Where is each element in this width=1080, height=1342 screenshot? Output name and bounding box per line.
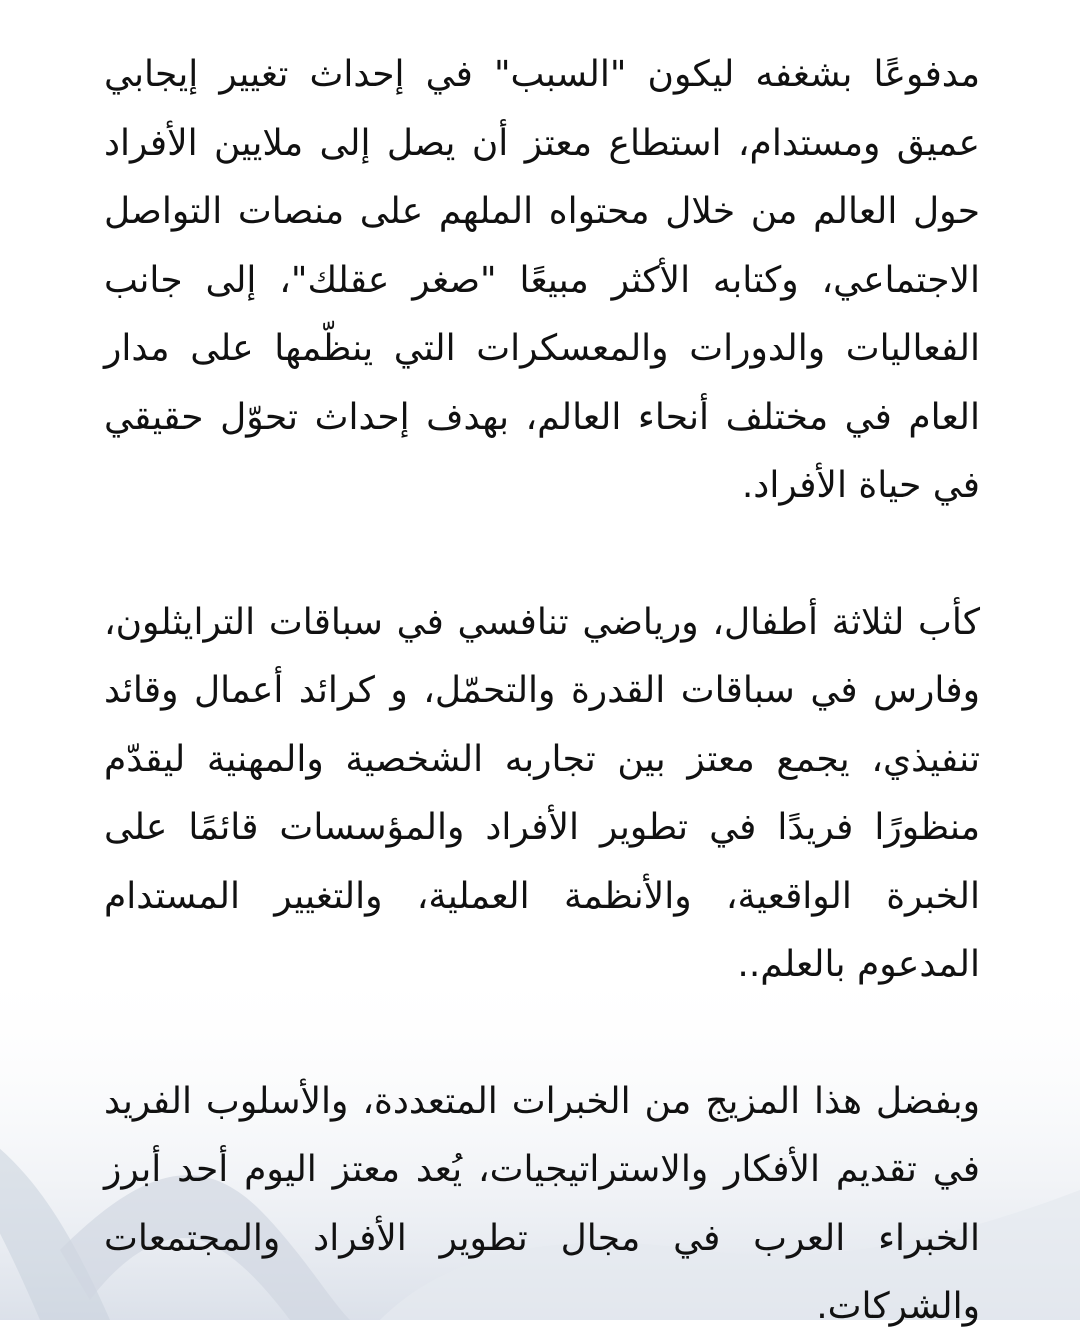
paragraph-personal-profile: كأب لثلاثة أطفال، ورياضي تنافسي في سباقات الترايثلون، وفارس في سباقات القدرة والتحمّل، و كرائد أعمال وقائد تنفيذي، يجمع معتز بين تجاربه الشخصية والمهنية ليقدّم منظورًا فريدًا في تطوير الأفراد والمؤسسات قائمًا على الخبرة الواقعية، والأنظمة العملية، والتغيير المستدام المدعوم بالعلم.. (104, 601, 980, 985)
paragraph-passion-impact: مدفوعًا بشغفه ليكون "السبب" في إحداث تغيير إيجابي عميق ومستدام، استطاع معتز أن يصل إلى ملايين الأفراد حول العالم من خلال محتواه الملهم على منصات التواصل الاجتماعي، وكتابه الأكثر مبيعًا "صغر عقلك"، إلى جانب الفعاليات والدورات والمعسكرات التي ينظّمها على مدار العام في مختلف أنحاء العالم، بهدف إحداث تحوّل حقيقي في حياة الأفراد. (104, 54, 980, 506)
article-body (104, 41, 980, 1342)
paragraph-expertise-summary: وبفضل هذا المزيج من الخبرات المتعددة، والأسلوب الفريد في تقديم الأفكار والاستراتيجيات، يُعد معتز اليوم أحد أبرز الخبراء العرب في مجال تطوير الأفراد والمجتمعات والشركات. (104, 1080, 980, 1327)
